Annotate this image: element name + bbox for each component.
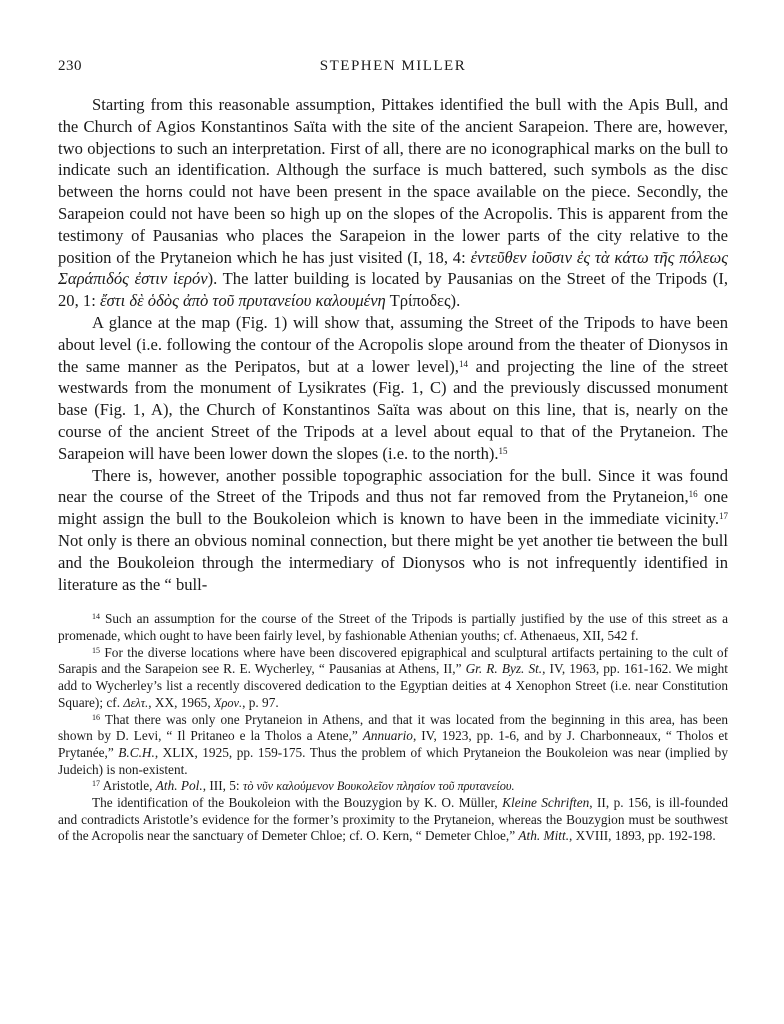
footnote-16-text-a: That there was only one Prytaneion in Athens, and that it was located from the beginning in this area, has been shown by D. Levi, “ Il Pritaneo e la Tholos a Atene,” bbox=[58, 711, 728, 744]
footnote-15-journal-delt: Δελτ. bbox=[123, 695, 149, 710]
footnote-15-journal-chron: Χρον. bbox=[213, 695, 243, 710]
footnote-16-journal-annuario: Annuario bbox=[362, 728, 413, 744]
footnote-14-text: Such an assumption for the course of the Street of the Tripods is partially justified by the use of this street as a promenade, which ought to have been fairly level, by fashionable Athenian youths; cf. Athenaeus, XII, 542 f. bbox=[58, 611, 728, 644]
footnote-14 bbox=[58, 611, 728, 644]
footnote-ref-17[interactable]: 17 bbox=[719, 511, 728, 522]
footnote-15-number: 15 bbox=[92, 645, 100, 655]
footnote-17 bbox=[58, 778, 728, 795]
footnote-17b-text-b: , II, p. 156, is ill-founded and contradicts Aristotle’s evidence for the former’s proximity to the Prytaneion, whereas the Bouzygion must be southwest of the Acropolis near the sanctuary of Demeter Chloe; cf. O. Kern, “ Demeter Chloe,” bbox=[58, 795, 728, 844]
footnote-15-text-b: , IV, 1963, pp. 161-162. We might add to Wycherley’s list a recently discovered dedication to the Egyptian deities at 4 Xenophon Street (i.e. near Constitution Square); cf. bbox=[58, 661, 728, 710]
footnote-14-number: 14 bbox=[92, 612, 100, 622]
paragraph-2-text-a: A glance at the map (Fig. 1) will show that, assuming the Street of the Tripods to have been about level (i.e. following the contour of the Acropolis slope around from the theater of Dionysos in the same manner as the Peripatos, but at a lower level), bbox=[58, 312, 728, 376]
footnote-15-text-a: For the diverse locations where have been discovered epigraphical and sculptural artifacts pertaining to the cult of Sarapis and the Sarapeion see R. E. Wycherley, “ Pausanias at Athens, II,” bbox=[58, 644, 728, 677]
running-title: STEPHEN MILLER bbox=[319, 58, 467, 74]
footnote-17-number: 17 bbox=[92, 779, 100, 789]
greek-quote-street-of-tripods: ἔστι δὲ ὁδὸς ἀπὸ τοῦ πρυτανείου καλουμένη bbox=[99, 291, 386, 311]
running-head bbox=[58, 58, 728, 80]
footnote-ref-16[interactable]: 16 bbox=[688, 489, 698, 500]
footnotes bbox=[58, 611, 728, 845]
body-text bbox=[58, 94, 728, 595]
footnote-17-continuation bbox=[58, 795, 728, 845]
footnote-ref-14[interactable]: 14 bbox=[458, 358, 468, 369]
footnote-15-journal-gr-r-byz-st: Gr. R. Byz. St. bbox=[465, 661, 543, 677]
footnote-17b-text-a: The identification of the Boukoleion with the Bouzygion by K. O. Müller, bbox=[92, 795, 503, 811]
paragraph-1-text-c: Τρίποδες). bbox=[385, 291, 461, 311]
footnote-17-greek-quote: τὸ νῦν καλούμενον Βουκολεῖον πλησίον τοῦ πρυτανείου. bbox=[242, 779, 515, 794]
paragraph-3-text-c: Not only is there an obvious nominal connection, but there might be yet another tie between the bull and the Boukoleion through the intermediary of Dionysos who is not infrequently identified in literature as the “ bull- bbox=[58, 530, 728, 594]
paragraph-3-text-b: one might assign the bull to the Boukoleion which is known to have been in the immediate vicinity. bbox=[58, 487, 728, 529]
paragraph-1-text-a: Starting from this reasonable assumption, Pittakes identified the bull with the Apis Bull, and the Church of Agios Konstantinos Saïta with the site of the ancient Sarapeion. There are, however, two objections to such an interpretation. First of all, there are no iconographical marks on the bull to indicate such an identification. Although the surface is much battered, such symbols as the disc between the horns could not have been present in the space available on the piece. Secondly, the Sarapeion could not have been so high up on the slopes of the Acropolis. This is apparent from the testimony of Pausanias who places the Sarapeion in the lower parts of the city relative to the position of the Prytaneion which he has just visited (I, 18, 4: bbox=[58, 95, 728, 267]
footnote-16-number: 16 bbox=[92, 712, 100, 722]
footnote-15-text-d: , p. 97. bbox=[242, 694, 279, 710]
greek-quote-pausanias-sarapeion: ἐντεῦθεν ἰοῦσιν ἐς τὰ κάτω τῆς πόλεως Σαράπιδός ἐστιν ἱερόν bbox=[58, 247, 728, 289]
paragraph-1-text-b: ). The latter building is located by Pausanias on the Street of the Tripods (I, 20, 1: bbox=[58, 269, 728, 311]
footnote-15 bbox=[58, 645, 728, 712]
paragraph-3 bbox=[58, 465, 728, 596]
page-number: 230 bbox=[58, 58, 82, 74]
footnote-17-text-b: , III, 5: bbox=[202, 778, 243, 794]
footnote-16-text-c: , XLIX, 1925, pp. 159-175. Thus the problem of which Prytaneion the Boukoleion was near (implied by Judeich) is non-existent. bbox=[58, 744, 728, 777]
footnote-16-text-b: , IV, 1923, pp. 1-6, and by J. Charbonneaux, “ Tholos et Prytanée,” bbox=[58, 728, 728, 760]
paragraph-2 bbox=[58, 312, 728, 465]
footnote-17b-work-kleine-schriften: Kleine Schriften bbox=[502, 795, 590, 811]
page bbox=[58, 58, 728, 845]
footnote-ref-15[interactable]: 15 bbox=[498, 445, 508, 456]
footnote-15-text-c: , XX, 1965, bbox=[148, 694, 214, 710]
footnote-16 bbox=[58, 712, 728, 779]
footnote-17b-text-c: , XVIII, 1893, pp. 192-198. bbox=[569, 828, 716, 844]
footnote-16-journal-bch: B.C.H. bbox=[118, 744, 155, 760]
footnote-17b-work-ath-mitt: Ath. Mitt. bbox=[518, 828, 570, 844]
paragraph-1 bbox=[58, 94, 728, 312]
footnote-17-work-ath-pol: Ath. Pol. bbox=[155, 778, 203, 794]
paragraph-2-text-b: and projecting the line of the street westwards from the monument of Lysikrates (Fig. 1, C) and the previously discussed monument base (Fig. 1, A), the Church of Konstantinos Saïta was about on this line, that is, nearly on the course of the ancient Street of the Tripods at a level about equal to that of the Prytaneion. The Sarapeion will have been lower down the slopes (i.e. to the north). bbox=[58, 356, 728, 463]
paragraph-3-text-a: There is, however, another possible topographic association for the bull. Since it was found near the course of the Street of the Tripods and thus not far removed from the Prytaneion, bbox=[58, 465, 728, 507]
footnote-17-text-a: Aristotle, bbox=[100, 778, 156, 794]
